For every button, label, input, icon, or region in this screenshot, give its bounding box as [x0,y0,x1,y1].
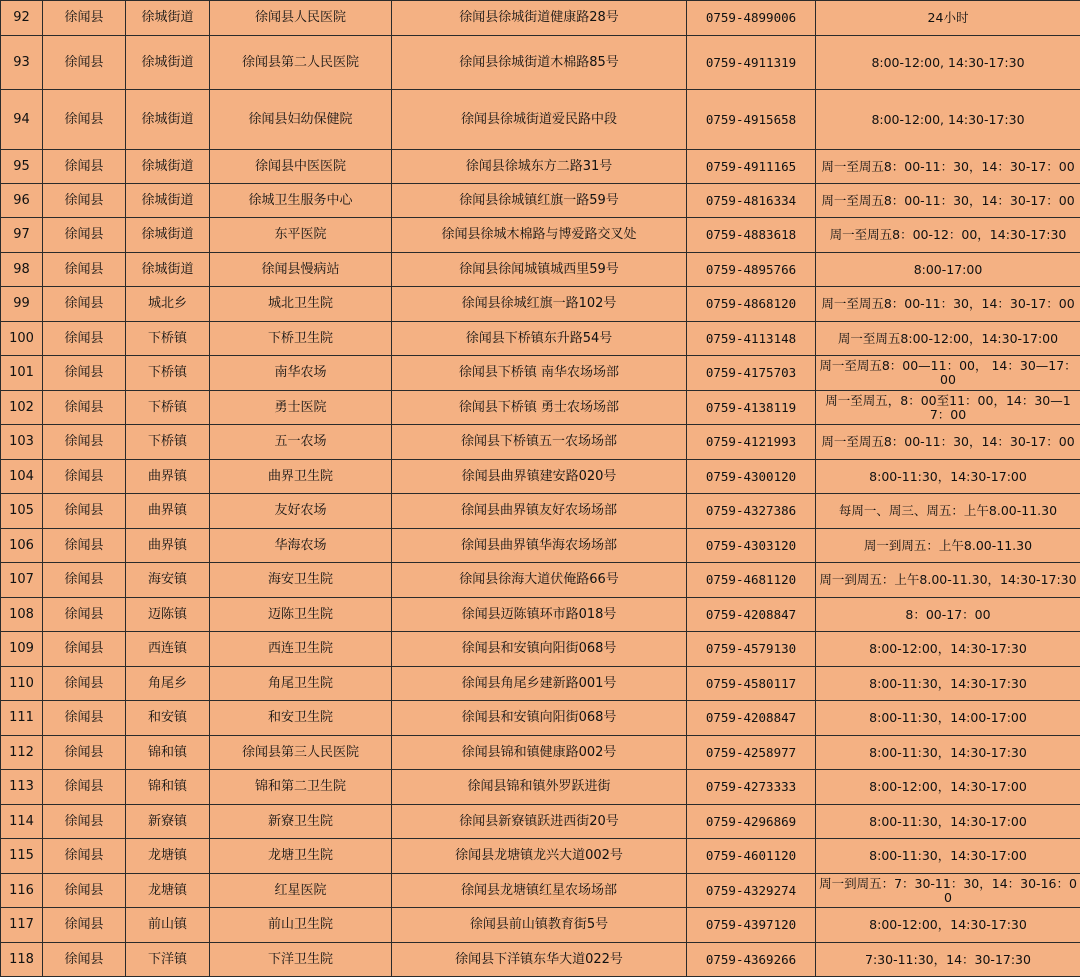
table-row [1,529,1080,563]
cell-county: 徐闻县 [43,943,126,977]
table-row [1,150,1080,184]
table-row [1,460,1080,494]
cell-no: 100 [1,322,43,356]
cell-no: 108 [1,598,43,632]
table-row [1,218,1080,253]
cell-hours: 周一至周五8：00-12：00，14:30-17:30 [816,218,1080,253]
cell-phone: 0759-4895766 [687,253,816,287]
cell-county: 徐闻县 [43,805,126,839]
cell-town: 锦和镇 [126,736,210,770]
cell-no: 110 [1,667,43,701]
cell-town: 新寮镇 [126,805,210,839]
cell-address: 徐闻县徐城街道爱民路中段 [392,90,687,150]
cell-no: 102 [1,391,43,425]
cell-hours: 8:00-12:00, 14:30-17:30 [816,90,1080,150]
cell-phone: 0759-4369266 [687,943,816,977]
table-row [1,494,1080,529]
cell-hours: 8:00-12:00, 14:30-17:30 [816,36,1080,90]
cell-town: 下桥镇 [126,356,210,391]
cell-hours: 8:00-12:00，14:30-17:30 [816,908,1080,943]
cell-address: 徐闻县徐闻城镇城西里59号 [392,253,687,287]
table-row [1,36,1080,90]
cell-county: 徐闻县 [43,494,126,529]
cell-institution: 城北卫生院 [210,287,392,322]
cell-address: 徐闻县前山镇教育街5号 [392,908,687,943]
cell-address: 徐闻县徐城东方二路31号 [392,150,687,184]
cell-county: 徐闻县 [43,253,126,287]
cell-address: 徐闻县和安镇向阳街068号 [392,701,687,736]
cell-address: 徐闻县锦和镇健康路002号 [392,736,687,770]
cell-county: 徐闻县 [43,36,126,90]
cell-phone: 0759-4296869 [687,805,816,839]
cell-town: 西连镇 [126,632,210,667]
cell-county: 徐闻县 [43,701,126,736]
cell-hours: 周一至周五8：00—11：00， 14：30—17：00 [816,356,1080,391]
cell-county: 徐闻县 [43,391,126,425]
cell-institution: 锦和第二卫生院 [210,770,392,805]
cell-no: 103 [1,425,43,460]
cell-town: 徐城街道 [126,1,210,36]
cell-no: 101 [1,356,43,391]
cell-town: 徐城街道 [126,90,210,150]
cell-town: 海安镇 [126,563,210,598]
cell-hours: 周一到周五：上午8.00-11.30，14:30-17:30 [816,563,1080,598]
cell-institution: 龙塘卫生院 [210,839,392,874]
cell-institution: 和安卫生院 [210,701,392,736]
cell-hours: 8:00-11:30，14:30-17:00 [816,805,1080,839]
cell-town: 徐城街道 [126,36,210,90]
cell-town: 下桥镇 [126,391,210,425]
cell-hours: 周一至周五，8：00至11：00，14：30—17：00 [816,391,1080,425]
cell-no: 92 [1,1,43,36]
cell-institution: 徐闻县妇幼保健院 [210,90,392,150]
cell-hours: 周一至周五8：00-11：30，14：30-17：00 [816,184,1080,218]
cell-phone: 0759-4175703 [687,356,816,391]
cell-institution: 徐城卫生服务中心 [210,184,392,218]
cell-address: 徐闻县徐城街道木棉路85号 [392,36,687,90]
cell-institution: 角尾卫生院 [210,667,392,701]
cell-county: 徐闻县 [43,874,126,908]
cell-hours: 8:00-11:30，14:30-17:30 [816,736,1080,770]
cell-county: 徐闻县 [43,90,126,150]
cell-address: 徐闻县下桥镇 勇士农场场部 [392,391,687,425]
cell-town: 徐城街道 [126,150,210,184]
cell-institution: 徐闻县人民医院 [210,1,392,36]
cell-town: 曲界镇 [126,529,210,563]
cell-phone: 0759-4868120 [687,287,816,322]
table-row [1,701,1080,736]
cell-institution: 东平医院 [210,218,392,253]
cell-no: 112 [1,736,43,770]
cell-address: 徐闻县下洋镇东华大道022号 [392,943,687,977]
cell-address: 徐闻县下桥镇五一农场场部 [392,425,687,460]
cell-town: 龙塘镇 [126,874,210,908]
cell-no: 114 [1,805,43,839]
table-row [1,874,1080,908]
cell-address: 徐闻县徐城镇红旗一路59号 [392,184,687,218]
cell-town: 迈陈镇 [126,598,210,632]
cell-institution: 五一农场 [210,425,392,460]
cell-phone: 0759-4208847 [687,598,816,632]
cell-phone: 0759-4915658 [687,90,816,150]
cell-town: 前山镇 [126,908,210,943]
cell-no: 96 [1,184,43,218]
cell-address: 徐闻县锦和镇外罗跃进街 [392,770,687,805]
table-row [1,632,1080,667]
cell-hours: 周一至周五8：00-11：30，14：30-17：00 [816,287,1080,322]
cell-address: 徐闻县徐海大道伏俺路66号 [392,563,687,598]
cell-no: 105 [1,494,43,529]
cell-address: 徐闻县角尾乡建新路001号 [392,667,687,701]
cell-phone: 0759-4113148 [687,322,816,356]
cell-phone: 0759-4208847 [687,701,816,736]
cell-phone: 0759-4138119 [687,391,816,425]
cell-county: 徐闻县 [43,598,126,632]
cell-hours: 7:30-11:30，14：30-17:30 [816,943,1080,977]
cell-hours: 24小时 [816,1,1080,36]
cell-phone: 0759-4303120 [687,529,816,563]
cell-county: 徐闻县 [43,150,126,184]
table-row [1,805,1080,839]
cell-address: 徐闻县徐城红旗一路102号 [392,287,687,322]
cell-no: 111 [1,701,43,736]
cell-address: 徐闻县迈陈镇环市路018号 [392,598,687,632]
cell-phone: 0759-4681120 [687,563,816,598]
cell-hours: 8:00-17:00 [816,253,1080,287]
table-row [1,839,1080,874]
cell-phone: 0759-4899006 [687,1,816,36]
table-row [1,356,1080,391]
cell-institution: 迈陈卫生院 [210,598,392,632]
cell-no: 113 [1,770,43,805]
cell-no: 118 [1,943,43,977]
cell-no: 117 [1,908,43,943]
cell-phone: 0759-4579130 [687,632,816,667]
cell-town: 下洋镇 [126,943,210,977]
cell-no: 94 [1,90,43,150]
cell-address: 徐闻县龙塘镇红星农场场部 [392,874,687,908]
cell-institution: 友好农场 [210,494,392,529]
cell-no: 109 [1,632,43,667]
cell-no: 104 [1,460,43,494]
cell-institution: 曲界卫生院 [210,460,392,494]
cell-address: 徐闻县下桥镇东升路54号 [392,322,687,356]
cell-hours: 8:00-11:30，14:30-17:00 [816,839,1080,874]
cell-town: 龙塘镇 [126,839,210,874]
table-row [1,90,1080,150]
cell-phone: 0759-4816334 [687,184,816,218]
cell-hours: 8:00-11:30，14:00-17:00 [816,701,1080,736]
cell-no: 115 [1,839,43,874]
cell-town: 徐城街道 [126,253,210,287]
cell-town: 曲界镇 [126,494,210,529]
cell-institution: 勇士医院 [210,391,392,425]
cell-town: 徐城街道 [126,184,210,218]
cell-hours: 周一至周五8：00-11：30，14：30-17：00 [816,150,1080,184]
table-row [1,253,1080,287]
cell-institution: 徐闻县慢病站 [210,253,392,287]
cell-no: 106 [1,529,43,563]
cell-town: 下桥镇 [126,322,210,356]
cell-institution: 红星医院 [210,874,392,908]
cell-institution: 下桥卫生院 [210,322,392,356]
cell-county: 徐闻县 [43,770,126,805]
cell-institution: 南华农场 [210,356,392,391]
table-row [1,287,1080,322]
table-row [1,391,1080,425]
cell-phone: 0759-4329274 [687,874,816,908]
table-row [1,736,1080,770]
cell-town: 城北乡 [126,287,210,322]
table-row [1,667,1080,701]
table-row [1,770,1080,805]
cell-town: 和安镇 [126,701,210,736]
cell-no: 98 [1,253,43,287]
cell-county: 徐闻县 [43,529,126,563]
cell-county: 徐闻县 [43,184,126,218]
cell-county: 徐闻县 [43,287,126,322]
cell-county: 徐闻县 [43,632,126,667]
cell-phone: 0759-4121993 [687,425,816,460]
cell-institution: 海安卫生院 [210,563,392,598]
cell-county: 徐闻县 [43,1,126,36]
cell-hours: 8:00-12:00，14:30-17:30 [816,632,1080,667]
table-row [1,908,1080,943]
cell-town: 曲界镇 [126,460,210,494]
cell-institution: 徐闻县第二人民医院 [210,36,392,90]
cell-no: 116 [1,874,43,908]
table-row [1,322,1080,356]
cell-county: 徐闻县 [43,908,126,943]
cell-phone: 0759-4580117 [687,667,816,701]
cell-hours: 周一至周五8:00-12:00，14:30-17:00 [816,322,1080,356]
cell-hours: 周一至周五8：00-11：30，14：30-17：00 [816,425,1080,460]
cell-institution: 前山卫生院 [210,908,392,943]
cell-county: 徐闻县 [43,460,126,494]
cell-address: 徐闻县曲界镇华海农场场部 [392,529,687,563]
cell-hours: 8:00-12:00，14:30-17:00 [816,770,1080,805]
cell-address: 徐闻县曲界镇友好农场场部 [392,494,687,529]
cell-no: 93 [1,36,43,90]
cell-town: 角尾乡 [126,667,210,701]
cell-phone: 0759-4397120 [687,908,816,943]
cell-institution: 西连卫生院 [210,632,392,667]
cell-county: 徐闻县 [43,218,126,253]
table-row [1,563,1080,598]
cell-county: 徐闻县 [43,736,126,770]
cell-phone: 0759-4327386 [687,494,816,529]
cell-phone: 0759-4911165 [687,150,816,184]
cell-institution: 华海农场 [210,529,392,563]
cell-institution: 下洋卫生院 [210,943,392,977]
cell-county: 徐闻县 [43,322,126,356]
table-row [1,184,1080,218]
cell-phone: 0759-4300120 [687,460,816,494]
cell-institution: 新寮卫生院 [210,805,392,839]
cell-address: 徐闻县下桥镇 南华农场场部 [392,356,687,391]
cell-phone: 0759-4273333 [687,770,816,805]
cell-hours: 周一到周五：上午8.00-11.30 [816,529,1080,563]
cell-hours: 每周一、周三、周五：上午8.00-11.30 [816,494,1080,529]
cell-no: 95 [1,150,43,184]
cell-phone: 0759-4258977 [687,736,816,770]
cell-county: 徐闻县 [43,563,126,598]
cell-hours: 周一到周五：7：30-11：30，14：30-16：00 [816,874,1080,908]
cell-county: 徐闻县 [43,425,126,460]
table-row [1,598,1080,632]
cell-institution: 徐闻县中医医院 [210,150,392,184]
cell-hours: 8:00-11:30，14:30-17:30 [816,667,1080,701]
cell-phone: 0759-4883618 [687,218,816,253]
cell-address: 徐闻县曲界镇建安路020号 [392,460,687,494]
cell-address: 徐闻县新寮镇跃进西街20号 [392,805,687,839]
cell-no: 107 [1,563,43,598]
cell-address: 徐闻县龙塘镇龙兴大道002号 [392,839,687,874]
cell-county: 徐闻县 [43,839,126,874]
cell-institution: 徐闻县第三人民医院 [210,736,392,770]
cell-phone: 0759-4911319 [687,36,816,90]
cell-town: 锦和镇 [126,770,210,805]
cell-town: 徐城街道 [126,218,210,253]
table-row [1,1,1080,36]
cell-no: 99 [1,287,43,322]
table-row [1,425,1080,460]
cell-hours: 8：00-17：00 [816,598,1080,632]
cell-county: 徐闻县 [43,356,126,391]
table-row [1,943,1080,977]
cell-county: 徐闻县 [43,667,126,701]
cell-no: 97 [1,218,43,253]
cell-address: 徐闻县徐城街道健康路28号 [392,1,687,36]
cell-hours: 8:00-11:30，14:30-17:00 [816,460,1080,494]
cell-phone: 0759-4601120 [687,839,816,874]
cell-town: 下桥镇 [126,425,210,460]
cell-address: 徐闻县徐城木棉路与博爱路交叉处 [392,218,687,253]
cell-address: 徐闻县和安镇向阳街068号 [392,632,687,667]
